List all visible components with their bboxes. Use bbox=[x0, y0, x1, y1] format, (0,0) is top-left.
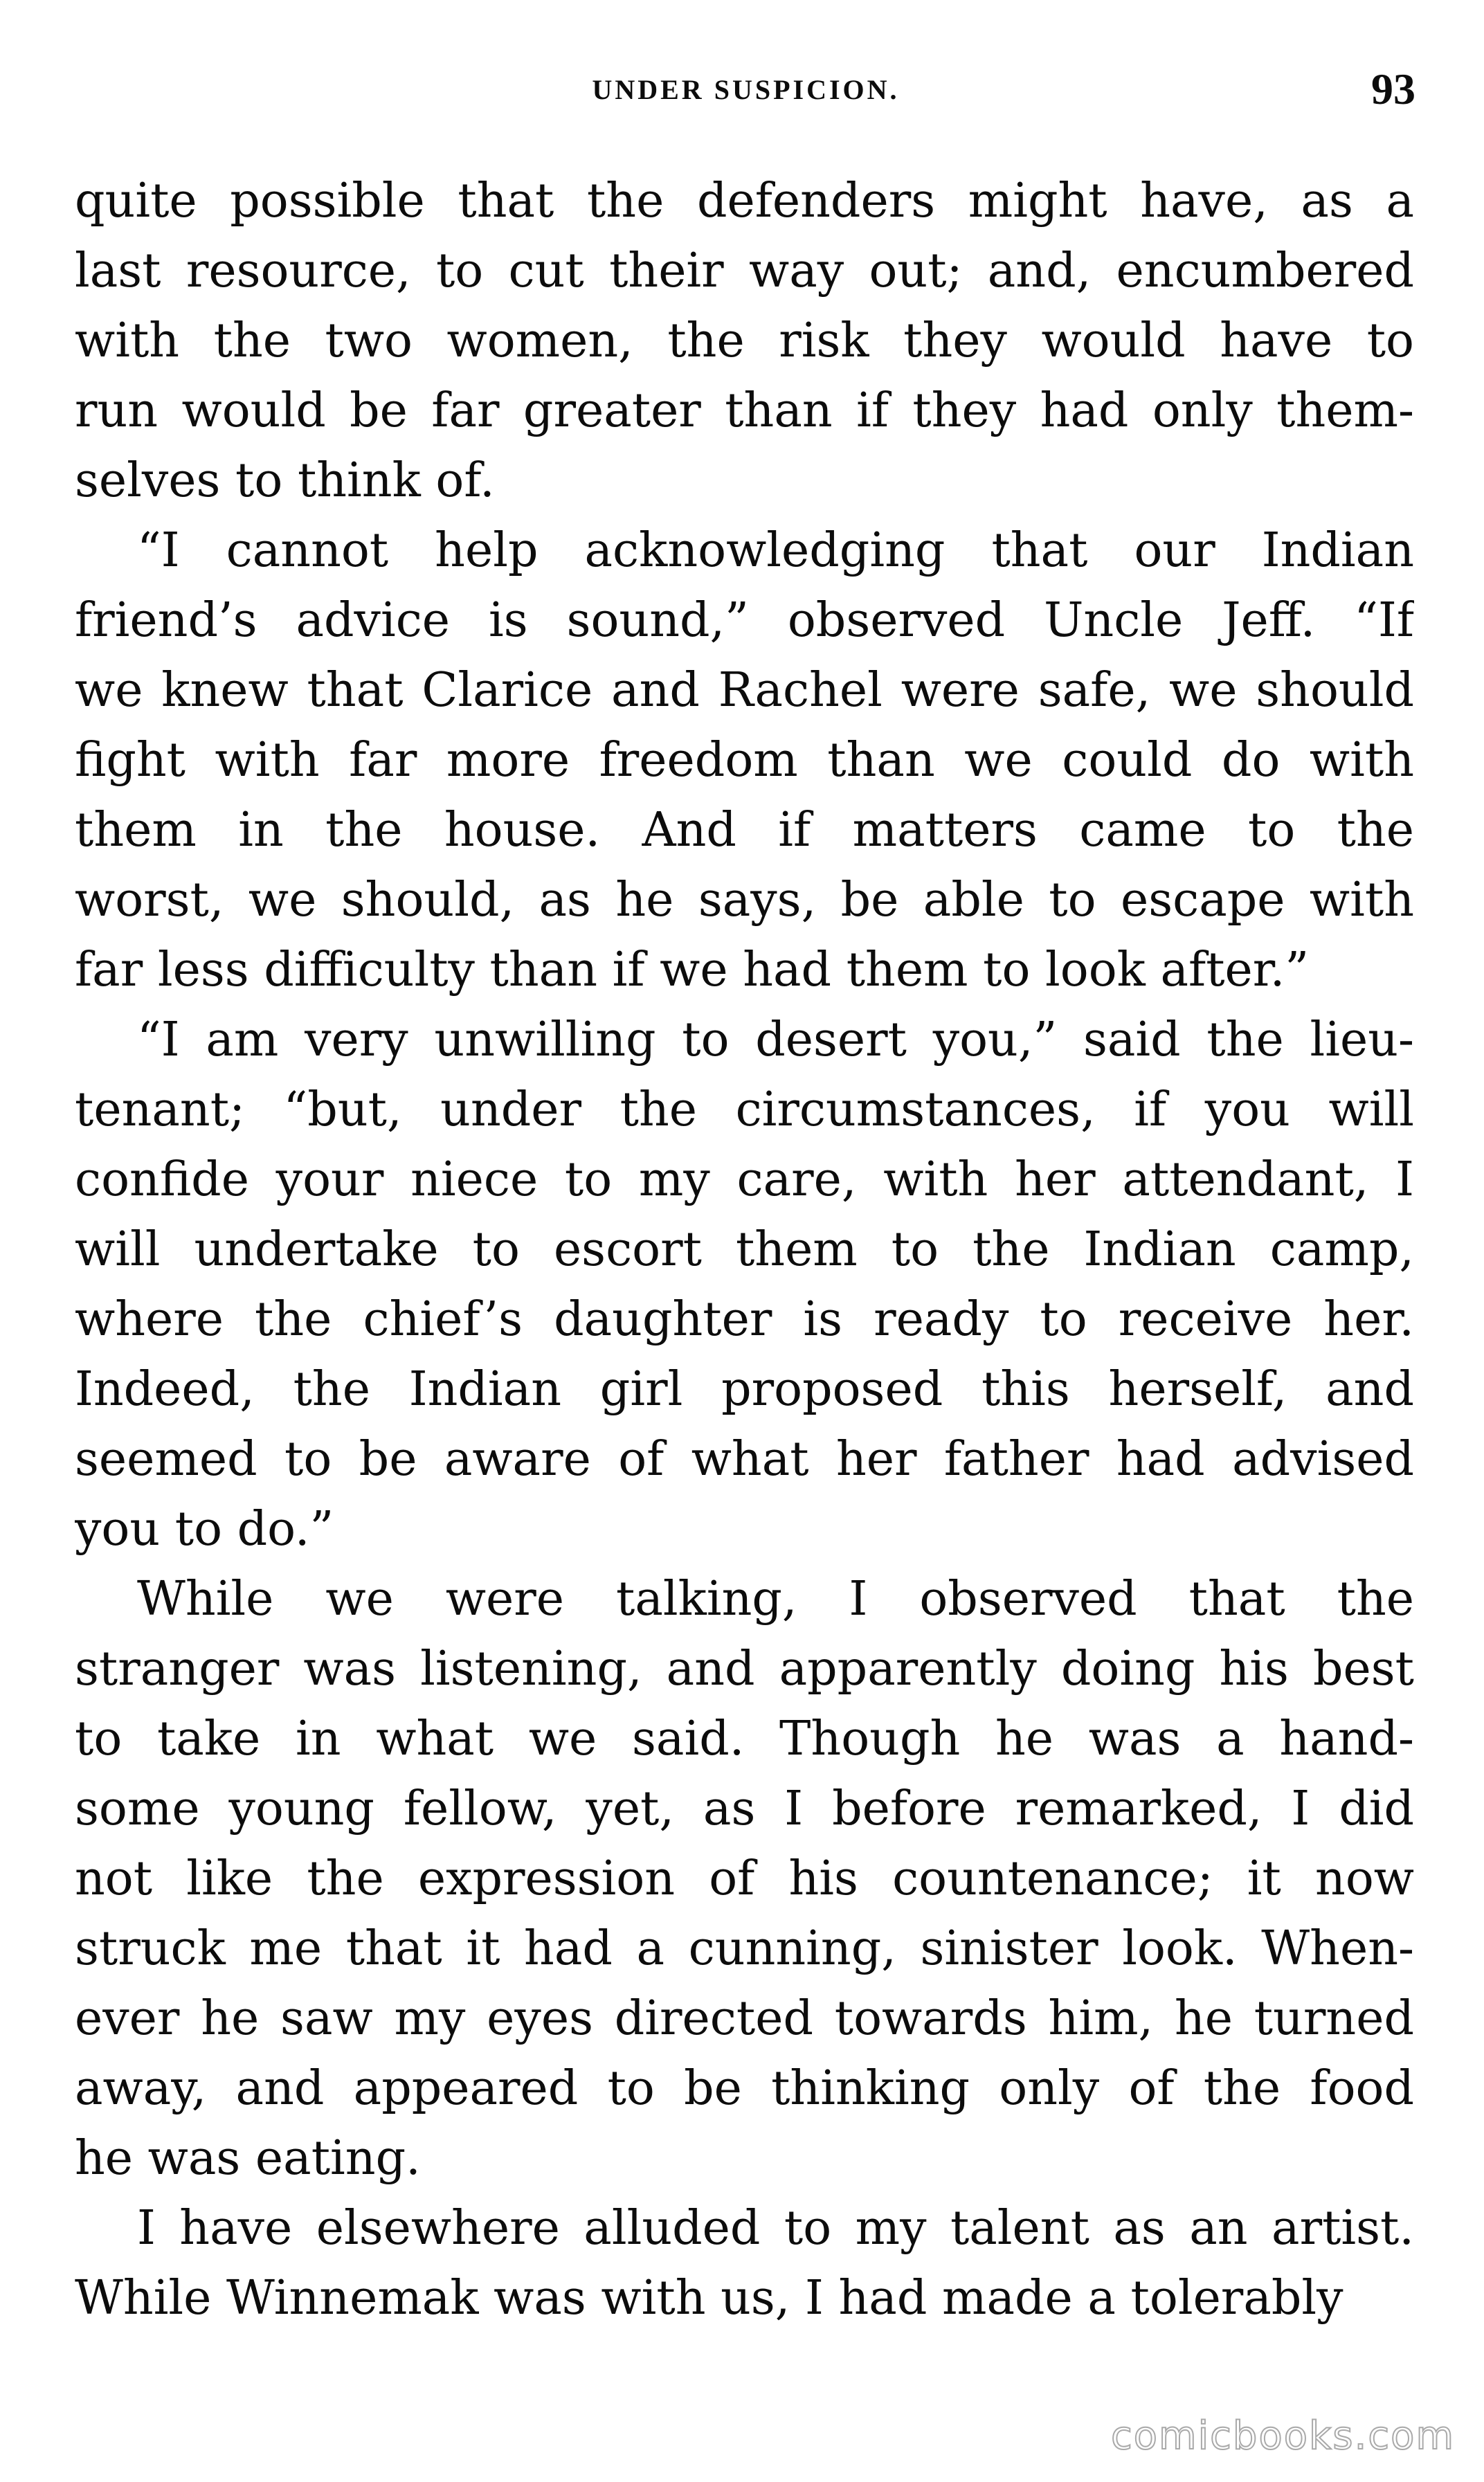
watermark: comicbooks.com bbox=[1110, 2413, 1455, 2458]
paragraph bbox=[75, 516, 1414, 1005]
text-line: selves to think of. bbox=[75, 453, 495, 508]
text-line: with the two women, the risk they would have to bbox=[75, 314, 1414, 368]
text-line: I have elsewhere alluded to my talent as an artist. bbox=[137, 2201, 1414, 2256]
text-line: run would be far greater than if they had only them- bbox=[75, 383, 1414, 438]
text-line: will undertake to escort them to the Indian camp, bbox=[75, 1222, 1414, 1277]
text-line: not like the expression of his countenance; it now bbox=[75, 1851, 1414, 1906]
paragraph bbox=[75, 166, 1414, 516]
text-line: stranger was listening, and apparently doing his best bbox=[75, 1642, 1414, 1696]
page-number: 93 bbox=[1371, 64, 1415, 114]
text-line: fight with far more freedom than we could do with bbox=[75, 733, 1414, 788]
text-line: worst, we should, as he says, be able to escape with bbox=[75, 873, 1414, 927]
text-line: “I am very unwilling to desert you,” said the lieu- bbox=[137, 1013, 1414, 1067]
text-line: “I cannot help acknowledging that our Indian bbox=[137, 523, 1414, 578]
text-line: far less difficulty than if we had them to look after.” bbox=[75, 943, 1310, 997]
paragraph bbox=[75, 1564, 1414, 2193]
text-line: seemed to be aware of what her father had advised bbox=[75, 1432, 1414, 1487]
text-line: we knew that Clarice and Rachel were safe, we should bbox=[75, 663, 1414, 718]
paragraph bbox=[75, 1005, 1414, 1564]
text-line: Indeed, the Indian girl proposed this herself, and bbox=[75, 1362, 1414, 1417]
text-line: friend’s advice is sound,” observed Uncle Jeff. “If bbox=[75, 593, 1414, 648]
text-line: he was eating. bbox=[75, 2131, 421, 2186]
text-line: struck me that it had a cunning, sinister look. When- bbox=[75, 1921, 1414, 1976]
text-line: you to do.” bbox=[75, 1502, 334, 1557]
text-line: confide your niece to my care, with her attendant, I bbox=[75, 1152, 1414, 1207]
page-header bbox=[76, 64, 1415, 126]
paragraph bbox=[75, 2193, 1414, 2333]
text-line: away, and appeared to be thinking only of the food bbox=[75, 2061, 1414, 2116]
text-line: tenant; “but, under the circumstances, if you will bbox=[75, 1083, 1414, 1137]
text-line: some young fellow, yet, as I before remarked, I did bbox=[75, 1782, 1414, 1836]
text-line: last resource, to cut their way out; and, encumbered bbox=[75, 244, 1414, 298]
running-head: UNDER SUSPICION. bbox=[592, 74, 900, 105]
text-line: quite possible that the defenders might have, as a bbox=[75, 174, 1414, 228]
body-text bbox=[75, 166, 1414, 2333]
text-line: where the chief’s daughter is ready to receive her. bbox=[75, 1292, 1414, 1347]
text-line: While we were talking, I observed that the bbox=[137, 1572, 1414, 1627]
text-line: them in the house. And if matters came to the bbox=[75, 803, 1414, 858]
text-line: ever he saw my eyes directed towards him, he turned bbox=[75, 1991, 1414, 2046]
text-line: While Winnemak was with us, I had made a tolerably bbox=[75, 2271, 1343, 2326]
text-line: to take in what we said. Though he was a hand- bbox=[75, 1712, 1414, 1766]
